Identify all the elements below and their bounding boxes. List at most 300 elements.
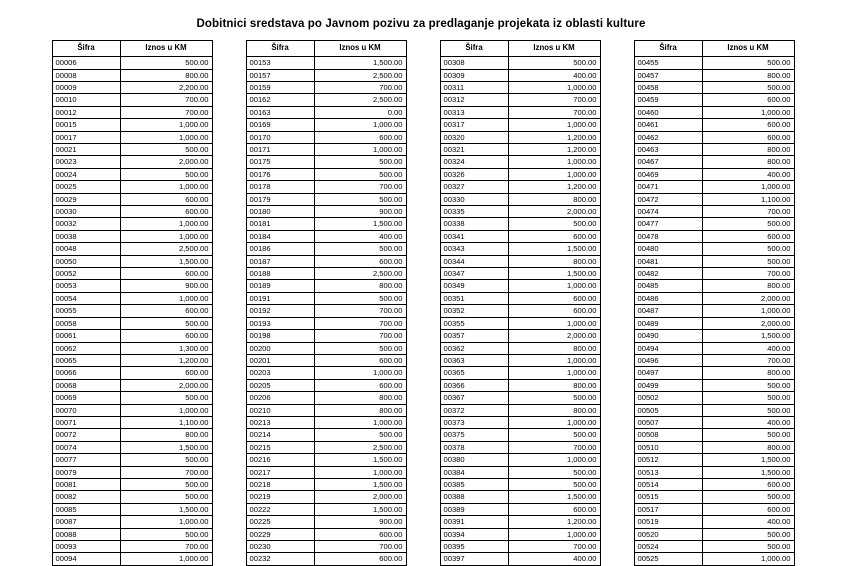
cell-code: 00459 — [634, 94, 702, 106]
cell-amount: 600.00 — [508, 292, 600, 304]
cell-code: 00072 — [52, 429, 120, 441]
cell-code: 00471 — [634, 181, 702, 193]
cell-code: 00203 — [246, 367, 314, 379]
table-row — [440, 168, 600, 180]
cell-amount: 500.00 — [702, 541, 794, 553]
cell-code: 00474 — [634, 206, 702, 218]
cell-amount: 400.00 — [702, 516, 794, 528]
table-row — [246, 81, 406, 93]
cell-amount: 700.00 — [314, 305, 406, 317]
cell-amount: 1,500.00 — [120, 255, 212, 267]
cell-code: 00184 — [246, 230, 314, 242]
cell-code: 00463 — [634, 144, 702, 156]
cell-amount: 2,200.00 — [120, 81, 212, 93]
cell-code: 00010 — [52, 94, 120, 106]
table-row — [634, 454, 794, 466]
table-row — [634, 367, 794, 379]
cell-code: 00477 — [634, 218, 702, 230]
cell-code: 00030 — [52, 206, 120, 218]
cell-amount: 1,500.00 — [508, 491, 600, 503]
table-row — [440, 503, 600, 515]
cell-code: 00321 — [440, 144, 508, 156]
cell-code: 00081 — [52, 478, 120, 490]
cell-amount: 500.00 — [314, 342, 406, 354]
cell-amount: 500.00 — [702, 243, 794, 255]
cell-code: 00021 — [52, 144, 120, 156]
table-row — [634, 478, 794, 490]
cell-amount: 1,500.00 — [508, 268, 600, 280]
table-row — [634, 416, 794, 428]
table-row — [440, 106, 600, 118]
table-row — [246, 354, 406, 366]
cell-code: 00012 — [52, 106, 120, 118]
table-row — [440, 230, 600, 242]
cell-amount: 500.00 — [120, 454, 212, 466]
table-header-row — [52, 41, 212, 57]
cell-code: 00025 — [52, 181, 120, 193]
table-row — [246, 230, 406, 242]
table-row — [634, 243, 794, 255]
cell-amount: 2,500.00 — [314, 69, 406, 81]
cell-code: 00048 — [52, 243, 120, 255]
cell-amount: 2,000.00 — [702, 317, 794, 329]
cell-code: 00351 — [440, 292, 508, 304]
table-row — [52, 255, 212, 267]
cell-code: 00480 — [634, 243, 702, 255]
table-row — [52, 305, 212, 317]
cell-code: 00515 — [634, 491, 702, 503]
cell-code: 00525 — [634, 553, 702, 565]
table-row — [246, 416, 406, 428]
cell-amount: 1,500.00 — [508, 243, 600, 255]
table-row — [246, 553, 406, 565]
table-header-row — [246, 41, 406, 57]
table-row — [52, 193, 212, 205]
cell-amount: 400.00 — [702, 168, 794, 180]
cell-code: 00179 — [246, 193, 314, 205]
table-row — [440, 280, 600, 292]
table-row — [634, 354, 794, 366]
cell-code: 00066 — [52, 367, 120, 379]
cell-amount: 800.00 — [314, 392, 406, 404]
cell-code: 00458 — [634, 81, 702, 93]
cell-amount: 500.00 — [314, 429, 406, 441]
cell-code: 00394 — [440, 528, 508, 540]
cell-code: 00055 — [52, 305, 120, 317]
cell-code: 00213 — [246, 416, 314, 428]
table-row — [52, 144, 212, 156]
table-row — [634, 516, 794, 528]
cell-amount: 700.00 — [508, 106, 600, 118]
cell-amount: 1,500.00 — [702, 466, 794, 478]
cell-code: 00163 — [246, 106, 314, 118]
cell-code: 00188 — [246, 268, 314, 280]
table-row — [246, 94, 406, 106]
table-row — [246, 429, 406, 441]
cell-amount: 500.00 — [314, 168, 406, 180]
cell-amount: 800.00 — [702, 69, 794, 81]
cell-amount: 500.00 — [508, 429, 600, 441]
cell-code: 00087 — [52, 516, 120, 528]
cell-amount: 900.00 — [120, 280, 212, 292]
cell-amount: 500.00 — [314, 243, 406, 255]
table-row — [52, 516, 212, 528]
cell-amount: 1,000.00 — [508, 354, 600, 366]
table-row — [634, 342, 794, 354]
table-row — [634, 57, 794, 69]
table-row — [634, 81, 794, 93]
cell-code: 00015 — [52, 119, 120, 131]
amounts-table — [52, 40, 213, 566]
cell-code: 00157 — [246, 69, 314, 81]
cell-amount: 500.00 — [120, 168, 212, 180]
table-row — [246, 193, 406, 205]
cell-amount: 400.00 — [508, 69, 600, 81]
table-row — [246, 466, 406, 478]
cell-amount: 900.00 — [314, 206, 406, 218]
amounts-table — [634, 40, 795, 566]
table-row — [440, 516, 600, 528]
table-row — [246, 404, 406, 416]
table-row — [52, 292, 212, 304]
table-row — [52, 441, 212, 453]
table-row — [634, 305, 794, 317]
cell-amount: 500.00 — [120, 317, 212, 329]
cell-amount: 600.00 — [508, 305, 600, 317]
cell-code: 00478 — [634, 230, 702, 242]
table-row — [634, 441, 794, 453]
table-row — [440, 466, 600, 478]
cell-code: 00519 — [634, 516, 702, 528]
column-header-amount: Iznos u KM — [120, 41, 212, 57]
table-row — [246, 392, 406, 404]
cell-code: 00357 — [440, 330, 508, 342]
cell-amount: 500.00 — [508, 466, 600, 478]
cell-amount: 500.00 — [120, 491, 212, 503]
cell-code: 00378 — [440, 441, 508, 453]
cell-code: 00082 — [52, 491, 120, 503]
cell-amount: 600.00 — [702, 478, 794, 490]
table-row — [440, 305, 600, 317]
table-row — [246, 441, 406, 453]
cell-code: 00389 — [440, 503, 508, 515]
cell-code: 00514 — [634, 478, 702, 490]
cell-code: 00071 — [52, 416, 120, 428]
cell-code: 00355 — [440, 317, 508, 329]
cell-code: 00487 — [634, 305, 702, 317]
cell-code: 00507 — [634, 416, 702, 428]
cell-code: 00338 — [440, 218, 508, 230]
table-row — [440, 292, 600, 304]
cell-code: 00502 — [634, 392, 702, 404]
table-row — [440, 131, 600, 143]
cell-amount: 800.00 — [120, 69, 212, 81]
table-row — [246, 528, 406, 540]
table-row — [52, 528, 212, 540]
table-row — [634, 268, 794, 280]
cell-amount: 1,500.00 — [120, 503, 212, 515]
cell-code: 00363 — [440, 354, 508, 366]
table-row — [246, 478, 406, 490]
cell-code: 00077 — [52, 454, 120, 466]
table-row — [52, 81, 212, 93]
table-row — [440, 441, 600, 453]
table-row — [634, 330, 794, 342]
table-row — [246, 106, 406, 118]
cell-code: 00385 — [440, 478, 508, 490]
table-row — [440, 528, 600, 540]
cell-code: 00327 — [440, 181, 508, 193]
cell-code: 00153 — [246, 57, 314, 69]
cell-amount: 1,100.00 — [120, 416, 212, 428]
table-row — [634, 491, 794, 503]
table-row — [52, 478, 212, 490]
cell-amount: 1,000.00 — [508, 156, 600, 168]
cell-amount: 800.00 — [702, 367, 794, 379]
table-row — [634, 404, 794, 416]
cell-code: 00222 — [246, 503, 314, 515]
cell-code: 00038 — [52, 230, 120, 242]
cell-code: 00496 — [634, 354, 702, 366]
table-row — [634, 168, 794, 180]
table-row — [634, 466, 794, 478]
cell-code: 00009 — [52, 81, 120, 93]
table-row — [634, 392, 794, 404]
cell-amount: 700.00 — [314, 181, 406, 193]
table-row — [440, 243, 600, 255]
cell-amount: 1,000.00 — [702, 181, 794, 193]
cell-code: 00176 — [246, 168, 314, 180]
column-header-amount: Iznos u KM — [314, 41, 406, 57]
cell-code: 00217 — [246, 466, 314, 478]
table-row — [440, 57, 600, 69]
table-row — [440, 354, 600, 366]
cell-code: 00088 — [52, 528, 120, 540]
table-row — [440, 553, 600, 565]
table-row — [440, 478, 600, 490]
cell-amount: 600.00 — [314, 354, 406, 366]
table-row — [634, 181, 794, 193]
table-row — [52, 94, 212, 106]
cell-code: 00094 — [52, 553, 120, 565]
cell-amount: 1,000.00 — [120, 516, 212, 528]
cell-amount: 2,500.00 — [314, 268, 406, 280]
table-row — [52, 354, 212, 366]
column-header-code: Šifra — [634, 41, 702, 57]
cell-amount: 600.00 — [120, 330, 212, 342]
cell-amount: 700.00 — [314, 330, 406, 342]
table-row — [52, 268, 212, 280]
cell-code: 00215 — [246, 441, 314, 453]
cell-amount: 1,000.00 — [120, 119, 212, 131]
cell-amount: 1,500.00 — [314, 478, 406, 490]
cell-amount: 700.00 — [508, 94, 600, 106]
cell-amount: 1,000.00 — [508, 454, 600, 466]
cell-code: 00198 — [246, 330, 314, 342]
cell-amount: 1,000.00 — [702, 305, 794, 317]
cell-code: 00486 — [634, 292, 702, 304]
cell-amount: 800.00 — [508, 404, 600, 416]
table-row — [634, 106, 794, 118]
table-row — [634, 528, 794, 540]
table-row — [246, 491, 406, 503]
cell-amount: 2,500.00 — [314, 94, 406, 106]
cell-code: 00052 — [52, 268, 120, 280]
cell-amount: 1,000.00 — [314, 144, 406, 156]
cell-amount: 600.00 — [508, 503, 600, 515]
table-row — [634, 230, 794, 242]
cell-amount: 500.00 — [120, 57, 212, 69]
cell-amount: 1,000.00 — [508, 367, 600, 379]
cell-code: 00232 — [246, 553, 314, 565]
table-row — [634, 503, 794, 515]
cell-code: 00218 — [246, 478, 314, 490]
cell-code: 00349 — [440, 280, 508, 292]
cell-code: 00499 — [634, 379, 702, 391]
cell-amount: 700.00 — [314, 81, 406, 93]
table-row — [52, 416, 212, 428]
table-row — [52, 243, 212, 255]
cell-code: 00024 — [52, 168, 120, 180]
cell-amount: 500.00 — [508, 218, 600, 230]
cell-amount: 1,000.00 — [120, 404, 212, 416]
cell-amount: 1,000.00 — [702, 553, 794, 565]
table-row — [634, 193, 794, 205]
cell-amount: 1,200.00 — [120, 354, 212, 366]
table-row — [634, 541, 794, 553]
cell-code: 00210 — [246, 404, 314, 416]
table-row — [634, 131, 794, 143]
cell-amount: 800.00 — [702, 144, 794, 156]
cell-amount: 500.00 — [508, 478, 600, 490]
cell-amount: 800.00 — [508, 193, 600, 205]
cell-amount: 1,000.00 — [314, 367, 406, 379]
cell-code: 00508 — [634, 429, 702, 441]
table-row — [246, 503, 406, 515]
cell-code: 00494 — [634, 342, 702, 354]
column-header-code: Šifra — [246, 41, 314, 57]
cell-amount: 2,000.00 — [120, 156, 212, 168]
cell-code: 00193 — [246, 317, 314, 329]
tables-container — [0, 40, 842, 566]
cell-amount: 500.00 — [702, 57, 794, 69]
cell-code: 00384 — [440, 466, 508, 478]
cell-amount: 600.00 — [314, 553, 406, 565]
cell-code: 00225 — [246, 516, 314, 528]
cell-code: 00169 — [246, 119, 314, 131]
cell-amount: 2,000.00 — [508, 330, 600, 342]
cell-code: 00079 — [52, 466, 120, 478]
table-row — [52, 280, 212, 292]
table-row — [52, 404, 212, 416]
cell-amount: 500.00 — [314, 292, 406, 304]
cell-amount: 800.00 — [508, 342, 600, 354]
cell-amount: 400.00 — [314, 230, 406, 242]
table-row — [634, 280, 794, 292]
cell-code: 00189 — [246, 280, 314, 292]
cell-code: 00312 — [440, 94, 508, 106]
cell-code: 00162 — [246, 94, 314, 106]
cell-amount: 700.00 — [120, 94, 212, 106]
cell-code: 00178 — [246, 181, 314, 193]
cell-code: 00373 — [440, 416, 508, 428]
table-row — [440, 429, 600, 441]
cell-code: 00461 — [634, 119, 702, 131]
cell-amount: 700.00 — [702, 354, 794, 366]
cell-amount: 700.00 — [120, 466, 212, 478]
cell-code: 00505 — [634, 404, 702, 416]
table-row — [634, 218, 794, 230]
cell-code: 00029 — [52, 193, 120, 205]
cell-code: 00324 — [440, 156, 508, 168]
cell-amount: 700.00 — [702, 206, 794, 218]
table-row — [440, 342, 600, 354]
cell-amount: 1,000.00 — [314, 416, 406, 428]
table-row — [440, 454, 600, 466]
table-row — [634, 119, 794, 131]
table-row — [440, 193, 600, 205]
cell-code: 00457 — [634, 69, 702, 81]
cell-amount: 1,000.00 — [508, 280, 600, 292]
cell-amount: 600.00 — [120, 206, 212, 218]
cell-amount: 500.00 — [508, 392, 600, 404]
cell-amount: 700.00 — [314, 541, 406, 553]
cell-amount: 2,500.00 — [120, 243, 212, 255]
cell-code: 00032 — [52, 218, 120, 230]
table-row — [440, 218, 600, 230]
table-row — [52, 181, 212, 193]
cell-amount: 1,000.00 — [508, 416, 600, 428]
cell-code: 00460 — [634, 106, 702, 118]
table-row — [246, 255, 406, 267]
cell-code: 00485 — [634, 280, 702, 292]
cell-amount: 1,100.00 — [702, 193, 794, 205]
cell-amount: 600.00 — [702, 119, 794, 131]
table-row — [246, 292, 406, 304]
table-row — [440, 144, 600, 156]
cell-amount: 1,500.00 — [702, 330, 794, 342]
cell-code: 00171 — [246, 144, 314, 156]
cell-code: 00347 — [440, 268, 508, 280]
column-header-code: Šifra — [52, 41, 120, 57]
cell-code: 00472 — [634, 193, 702, 205]
cell-amount: 1,200.00 — [508, 181, 600, 193]
table-row — [440, 94, 600, 106]
cell-code: 00388 — [440, 491, 508, 503]
cell-code: 00181 — [246, 218, 314, 230]
cell-amount: 2,000.00 — [508, 206, 600, 218]
cell-amount: 1,500.00 — [314, 454, 406, 466]
table-row — [52, 392, 212, 404]
cell-amount: 700.00 — [314, 317, 406, 329]
cell-code: 00510 — [634, 441, 702, 453]
table-row — [246, 280, 406, 292]
cell-amount: 600.00 — [314, 528, 406, 540]
cell-code: 00058 — [52, 317, 120, 329]
cell-amount: 600.00 — [120, 268, 212, 280]
cell-code: 00085 — [52, 503, 120, 515]
table-row — [52, 541, 212, 553]
amounts-table — [440, 40, 601, 566]
table-row — [440, 491, 600, 503]
cell-code: 00326 — [440, 168, 508, 180]
cell-code: 00362 — [440, 342, 508, 354]
cell-amount: 500.00 — [314, 156, 406, 168]
table-row — [634, 69, 794, 81]
cell-amount: 500.00 — [702, 429, 794, 441]
cell-amount: 500.00 — [702, 81, 794, 93]
table-row — [634, 379, 794, 391]
